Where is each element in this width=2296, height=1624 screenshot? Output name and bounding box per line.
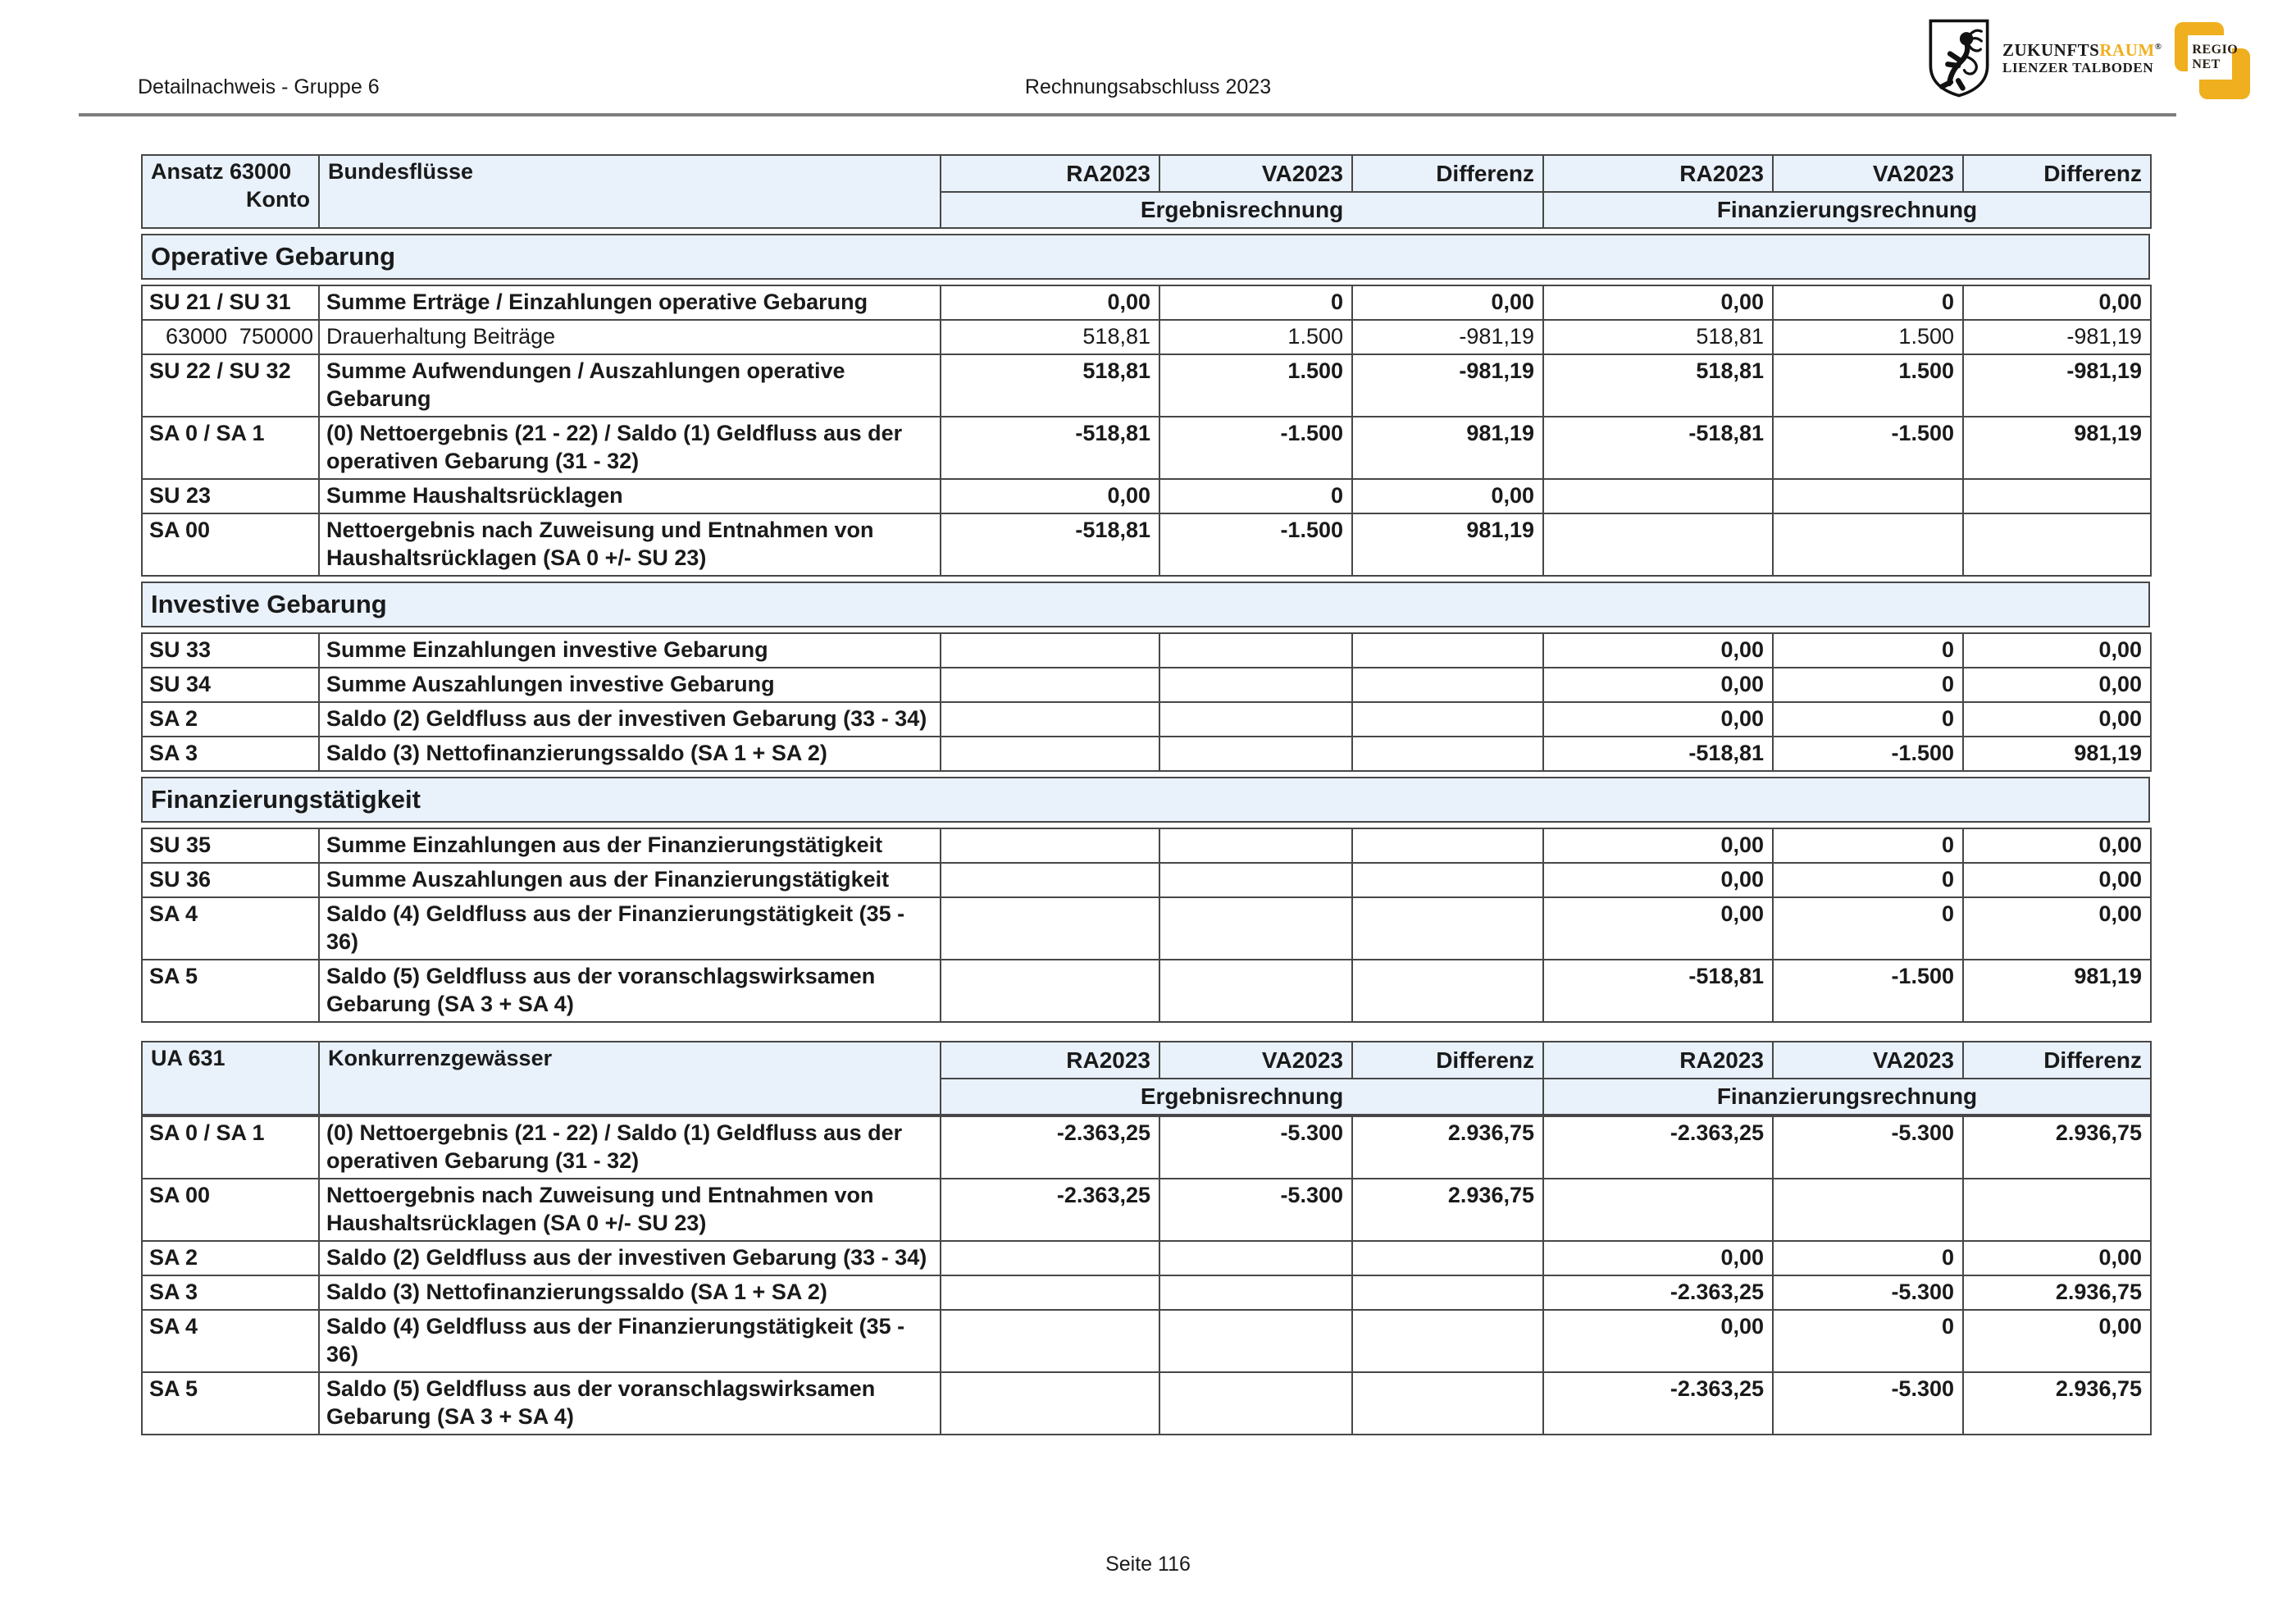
value-cell — [1543, 1179, 1773, 1241]
row-label: Saldo (5) Geldfluss aus der voranschlagswirksamen Gebarung (SA 3 + SA 4) — [319, 1372, 941, 1435]
value-cell: 0,00 — [1963, 668, 2151, 702]
value-cell: 0,00 — [1963, 897, 2151, 960]
row-label: Summe Einzahlungen investive Gebarung — [319, 633, 941, 668]
value-cell — [1159, 1241, 1352, 1275]
table-row — [142, 1179, 2151, 1241]
table-row — [142, 863, 2151, 897]
value-cell: 981,19 — [1963, 417, 2151, 479]
column-header-ra2023: RA2023 — [1543, 1042, 1773, 1079]
value-cell: 0,00 — [1543, 863, 1773, 897]
table-row — [142, 1241, 2151, 1275]
wordmark-black: ZUKUNFTS — [2002, 40, 2100, 61]
row-code: SA 5 — [142, 1372, 319, 1435]
ansatz-konto-header — [142, 155, 319, 228]
value-cell — [1773, 1179, 1963, 1241]
group-header-finanzierungsrechnung: Finanzierungsrechnung — [1543, 192, 2151, 228]
value-cell: 0,00 — [1963, 828, 2151, 863]
value-cell: 0,00 — [1963, 863, 2151, 897]
value-cell — [1159, 897, 1352, 960]
table-row — [142, 828, 2151, 863]
value-cell: -518,81 — [941, 513, 1159, 576]
table-row — [142, 479, 2151, 513]
value-cell: 981,19 — [1963, 737, 2151, 771]
value-cell: 2.936,75 — [1352, 1116, 1543, 1179]
value-cell — [1352, 1275, 1543, 1310]
column-header-va2023: VA2023 — [1159, 1042, 1352, 1079]
table-row — [142, 1372, 2151, 1435]
row-code: SA 4 — [142, 897, 319, 960]
value-cell — [1963, 479, 2151, 513]
row-code: SA 0 / SA 1 — [142, 417, 319, 479]
value-cell: 981,19 — [1352, 417, 1543, 479]
value-cell: -981,19 — [1963, 354, 2151, 417]
value-cell — [941, 1310, 1159, 1372]
row-code: SA 00 — [142, 513, 319, 576]
value-cell — [1352, 897, 1543, 960]
value-cell: -518,81 — [1543, 960, 1773, 1022]
row-label: Summe Erträge / Einzahlungen operative Gebarung — [319, 285, 941, 320]
table-row — [142, 417, 2151, 479]
value-cell — [1543, 479, 1773, 513]
value-cell — [1159, 1275, 1352, 1310]
value-cell: -981,19 — [1963, 320, 2151, 354]
value-cell: 0,00 — [1543, 1310, 1773, 1372]
table-row — [142, 737, 2151, 771]
row-label: Summe Haushaltsrücklagen — [319, 479, 941, 513]
value-cell: -518,81 — [941, 417, 1159, 479]
row-label: Saldo (2) Geldfluss aus der investiven Gebarung (33 - 34) — [319, 1241, 941, 1275]
value-cell — [1352, 1241, 1543, 1275]
value-cell: -1.500 — [1773, 960, 1963, 1022]
row-label: Saldo (3) Nettofinanzierungssaldo (SA 1 + SA 2) — [319, 1275, 941, 1310]
value-cell: 0,00 — [1543, 668, 1773, 702]
value-cell: 0,00 — [1543, 633, 1773, 668]
value-cell: 0,00 — [1352, 285, 1543, 320]
value-cell: -981,19 — [1352, 354, 1543, 417]
column-header-differenz: Differenz — [1963, 155, 2151, 192]
value-cell: 0 — [1773, 828, 1963, 863]
value-cell: -2.363,25 — [941, 1116, 1159, 1179]
row-label: Saldo (2) Geldfluss aus der investiven Gebarung (33 - 34) — [319, 702, 941, 737]
wordmark-zukunftsraum — [2002, 40, 2162, 76]
row-code: SA 3 — [142, 737, 319, 771]
value-cell: -981,19 — [1352, 320, 1543, 354]
group-header-finanzierungsrechnung: Finanzierungsrechnung — [1543, 1079, 2151, 1115]
value-cell: 0 — [1159, 479, 1352, 513]
table-row — [142, 897, 2151, 960]
value-cell — [941, 633, 1159, 668]
table2-title: Konkurrenzgewässer — [319, 1042, 941, 1115]
table-row — [142, 1275, 2151, 1310]
group-header-ergebnisrechnung: Ergebnisrechnung — [941, 1079, 1543, 1115]
value-cell — [1352, 1310, 1543, 1372]
page-header-title: Rechnungsabschluss 2023 — [1024, 75, 1272, 98]
coat-of-arms-icon — [1925, 17, 1993, 99]
row-code: 63000 750000 — [142, 320, 319, 354]
row-label: (0) Nettoergebnis (21 - 22) / Saldo (1) Geldfluss aus der operativen Gebarung (31 - 32) — [319, 417, 941, 479]
value-cell: 0 — [1773, 1310, 1963, 1372]
row-label: Nettoergebnis nach Zuweisung und Entnahmen von Haushaltsrücklagen (SA 0 +/- SU 23) — [319, 513, 941, 576]
row-code: SU 23 — [142, 479, 319, 513]
value-cell: 1.500 — [1159, 354, 1352, 417]
ua-header — [142, 1042, 319, 1115]
value-cell — [1159, 1372, 1352, 1435]
value-cell: -2.363,25 — [1543, 1372, 1773, 1435]
value-cell: 0,00 — [1543, 897, 1773, 960]
header-rule — [79, 113, 2176, 116]
value-cell: 518,81 — [1543, 320, 1773, 354]
value-cell — [1352, 1372, 1543, 1435]
section-rows-finanzierung — [141, 828, 2152, 1023]
row-code: SA 00 — [142, 1179, 319, 1241]
value-cell — [1352, 960, 1543, 1022]
value-cell: 981,19 — [1352, 513, 1543, 576]
row-code: SA 0 / SA 1 — [142, 1116, 319, 1179]
value-cell — [1773, 479, 1963, 513]
value-cell — [941, 960, 1159, 1022]
row-code: SA 2 — [142, 1241, 319, 1275]
value-cell — [1159, 737, 1352, 771]
value-cell — [1352, 863, 1543, 897]
section-header: Investive Gebarung — [141, 582, 2150, 627]
value-cell — [941, 897, 1159, 960]
value-cell: 0 — [1773, 702, 1963, 737]
konto-label: Konto — [246, 187, 310, 212]
table-row — [142, 668, 2151, 702]
value-cell: 0,00 — [1963, 702, 2151, 737]
value-cell: -2.363,25 — [1543, 1116, 1773, 1179]
column-header-va2023: VA2023 — [1773, 1042, 1963, 1079]
row-code: SU 21 / SU 31 — [142, 285, 319, 320]
wordmark-subtitle: LIENZER TALBODEN — [2002, 60, 2154, 76]
row-label: Summe Auszahlungen investive Gebarung — [319, 668, 941, 702]
value-cell — [1159, 702, 1352, 737]
wordmark-gold: RAUM — [2099, 40, 2155, 61]
value-cell: 0,00 — [941, 479, 1159, 513]
column-header-differenz: Differenz — [1963, 1042, 2151, 1079]
page-header-left: Detailnachweis - Gruppe 6 — [138, 75, 380, 98]
value-cell — [1159, 960, 1352, 1022]
report-body — [141, 154, 2150, 1440]
column-header-differenz: Differenz — [1352, 155, 1543, 192]
value-cell: 981,19 — [1963, 960, 2151, 1022]
column-header-ra2023: RA2023 — [1543, 155, 1773, 192]
value-cell — [941, 1241, 1159, 1275]
row-code: SA 2 — [142, 702, 319, 737]
value-cell — [1352, 668, 1543, 702]
value-cell: 1.500 — [1773, 320, 1963, 354]
row-label: Saldo (3) Nettofinanzierungssaldo (SA 1 + SA 2) — [319, 737, 941, 771]
value-cell: 2.936,75 — [1963, 1116, 2151, 1179]
value-cell: 0,00 — [1963, 285, 2151, 320]
row-code: SU 36 — [142, 863, 319, 897]
value-cell: 0,00 — [1963, 1310, 2151, 1372]
value-cell — [1352, 702, 1543, 737]
value-cell: 1.500 — [1773, 354, 1963, 417]
value-cell: -1.500 — [1773, 737, 1963, 771]
table-row — [142, 320, 2151, 354]
row-label: (0) Nettoergebnis (21 - 22) / Saldo (1) Geldfluss aus der operativen Gebarung (31 - 32) — [319, 1116, 941, 1179]
value-cell — [1159, 668, 1352, 702]
value-cell: -518,81 — [1543, 417, 1773, 479]
value-cell — [941, 668, 1159, 702]
value-cell: -5.300 — [1773, 1372, 1963, 1435]
value-cell: 0,00 — [1543, 702, 1773, 737]
value-cell — [1543, 513, 1773, 576]
column-header-differenz: Differenz — [1352, 1042, 1543, 1079]
value-cell: 0,00 — [1543, 285, 1773, 320]
value-cell — [1963, 1179, 2151, 1241]
column-header-va2023: VA2023 — [1773, 155, 1963, 192]
value-cell — [941, 737, 1159, 771]
ansatz-label: Ansatz 63000 — [151, 159, 292, 184]
value-cell — [1159, 863, 1352, 897]
regio-text-line1: REGIO — [2192, 43, 2239, 57]
value-cell — [1352, 828, 1543, 863]
value-cell: 1.500 — [1159, 320, 1352, 354]
table-row — [142, 1116, 2151, 1179]
value-cell: -2.363,25 — [941, 1179, 1159, 1241]
value-cell: -1.500 — [1159, 513, 1352, 576]
row-label: Saldo (5) Geldfluss aus der voranschlagswirksamen Gebarung (SA 3 + SA 4) — [319, 960, 941, 1022]
value-cell — [941, 863, 1159, 897]
section-rows-operative — [141, 285, 2152, 577]
value-cell: 0 — [1773, 1241, 1963, 1275]
section-header: Finanzierungstätigkeit — [141, 777, 2150, 823]
registered-mark: ® — [2154, 42, 2162, 52]
table-row — [142, 354, 2151, 417]
value-cell: 0 — [1159, 285, 1352, 320]
row-label: Nettoergebnis nach Zuweisung und Entnahmen von Haushaltsrücklagen (SA 0 +/- SU 23) — [319, 1179, 941, 1241]
value-cell — [1773, 513, 1963, 576]
value-cell — [1159, 633, 1352, 668]
row-code: SU 33 — [142, 633, 319, 668]
value-cell: 0 — [1773, 668, 1963, 702]
table-row — [142, 513, 2151, 576]
row-label: Saldo (4) Geldfluss aus der Finanzierungstätigkeit (35 - 36) — [319, 1310, 941, 1372]
value-cell: 0,00 — [941, 285, 1159, 320]
section-header: Operative Gebarung — [141, 234, 2150, 280]
value-cell: 0,00 — [1543, 1241, 1773, 1275]
table-row — [142, 1310, 2151, 1372]
value-cell: 0 — [1773, 633, 1963, 668]
logo-group — [1925, 13, 2239, 103]
value-cell — [1159, 1310, 1352, 1372]
value-cell: -1.500 — [1159, 417, 1352, 479]
value-cell: 0 — [1773, 863, 1963, 897]
table2-header — [141, 1041, 2152, 1115]
column-header-ra2023: RA2023 — [941, 1042, 1159, 1079]
value-cell: 2.936,75 — [1352, 1179, 1543, 1241]
table-row — [142, 633, 2151, 668]
table1-title: Bundesflüsse — [319, 155, 941, 228]
value-cell: -5.300 — [1773, 1275, 1963, 1310]
ua-label: UA 631 — [151, 1046, 226, 1070]
value-cell: 0,00 — [1963, 1241, 2151, 1275]
table-row — [142, 960, 2151, 1022]
value-cell: 0 — [1773, 285, 1963, 320]
section-rows-investive — [141, 632, 2152, 772]
value-cell: -2.363,25 — [1543, 1275, 1773, 1310]
value-cell: -518,81 — [1543, 737, 1773, 771]
value-cell: -5.300 — [1773, 1116, 1963, 1179]
row-label: Saldo (4) Geldfluss aus der Finanzierungstätigkeit (35 - 36) — [319, 897, 941, 960]
value-cell: 2.936,75 — [1963, 1275, 2151, 1310]
table-row — [142, 702, 2151, 737]
row-code: SA 4 — [142, 1310, 319, 1372]
regio-net-logo — [2175, 16, 2250, 101]
value-cell: 518,81 — [1543, 354, 1773, 417]
value-cell: 518,81 — [941, 320, 1159, 354]
row-label: Summe Auszahlungen aus der Finanzierungstätigkeit — [319, 863, 941, 897]
column-header-va2023: VA2023 — [1159, 155, 1352, 192]
value-cell: 0,00 — [1543, 828, 1773, 863]
value-cell — [1352, 633, 1543, 668]
regio-text-line2: NET — [2192, 57, 2221, 71]
row-label: Summe Einzahlungen aus der Finanzierungstätigkeit — [319, 828, 941, 863]
table2-rows — [141, 1115, 2152, 1435]
table1-header — [141, 154, 2152, 229]
group-header-ergebnisrechnung: Ergebnisrechnung — [941, 192, 1543, 228]
row-code: SU 22 / SU 32 — [142, 354, 319, 417]
value-cell — [941, 1372, 1159, 1435]
value-cell — [941, 828, 1159, 863]
column-header-ra2023: RA2023 — [941, 155, 1159, 192]
row-code: SU 34 — [142, 668, 319, 702]
value-cell — [1963, 513, 2151, 576]
row-code: SA 3 — [142, 1275, 319, 1310]
value-cell: -5.300 — [1159, 1116, 1352, 1179]
value-cell — [941, 1275, 1159, 1310]
value-cell — [1352, 737, 1543, 771]
row-code: SU 35 — [142, 828, 319, 863]
row-code: SA 5 — [142, 960, 319, 1022]
value-cell — [1159, 828, 1352, 863]
table-row — [142, 285, 2151, 320]
value-cell: 0 — [1773, 897, 1963, 960]
row-label: Summe Aufwendungen / Auszahlungen operative Gebarung — [319, 354, 941, 417]
value-cell: -5.300 — [1159, 1179, 1352, 1241]
row-label: Drauerhaltung Beiträge — [319, 320, 941, 354]
value-cell — [941, 702, 1159, 737]
value-cell: 2.936,75 — [1963, 1372, 2151, 1435]
value-cell: 518,81 — [941, 354, 1159, 417]
value-cell: 0,00 — [1963, 633, 2151, 668]
value-cell: -1.500 — [1773, 417, 1963, 479]
page-number: Seite 116 — [1105, 1553, 1191, 1576]
value-cell: 0,00 — [1352, 479, 1543, 513]
